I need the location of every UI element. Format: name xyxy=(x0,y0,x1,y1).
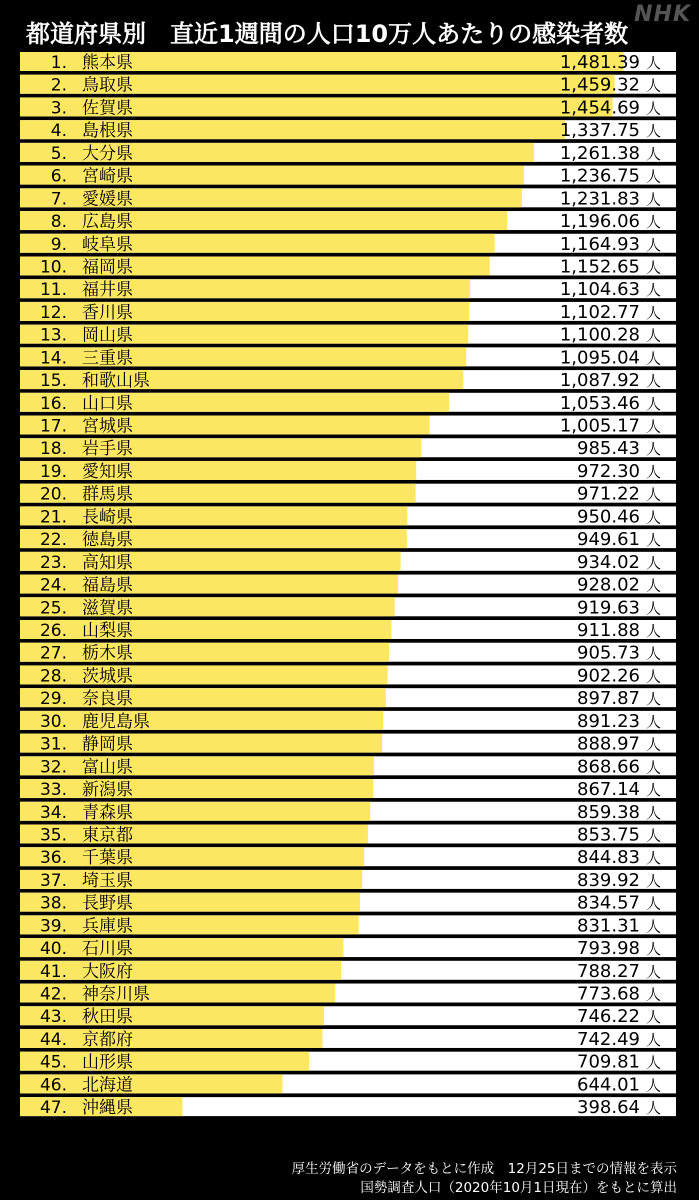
value-label: 902.26 xyxy=(577,665,640,687)
value-label: 1,152.65 xyxy=(559,256,640,278)
value-label: 839.92 xyxy=(577,869,640,891)
unit-label: 人 xyxy=(646,440,662,459)
unit-label: 人 xyxy=(646,690,662,709)
prefecture-label: 群馬県 xyxy=(82,484,133,505)
bar xyxy=(20,665,388,687)
bar-row xyxy=(20,52,676,73)
rank-label: 31. xyxy=(39,734,67,755)
value-label: 793.98 xyxy=(577,938,640,960)
bar-row xyxy=(20,506,676,527)
unit-label: 人 xyxy=(646,917,662,936)
value-label: 868.66 xyxy=(577,756,640,778)
rank-label: 10. xyxy=(39,257,67,278)
rank-label: 26. xyxy=(39,621,67,641)
unit-label: 人 xyxy=(646,1076,662,1095)
value-label: 1,236.75 xyxy=(559,165,640,187)
rank-label: 18. xyxy=(39,439,67,460)
bar-row xyxy=(20,961,676,982)
rank-label: 24. xyxy=(39,575,67,596)
rank-label: 20. xyxy=(39,484,67,505)
value-label: 928.02 xyxy=(577,574,640,596)
bar-row xyxy=(20,870,676,891)
unit-label: 人 xyxy=(646,349,662,368)
bar xyxy=(20,688,386,710)
prefecture-label: 秋田県 xyxy=(82,1007,133,1028)
prefecture-label: 大阪府 xyxy=(82,961,133,982)
bar-row xyxy=(20,824,676,845)
unit-label: 人 xyxy=(646,417,662,436)
prefecture-label: 熊本県 xyxy=(82,53,133,73)
prefecture-label: 神奈川県 xyxy=(82,984,150,1005)
prefecture-label: 山口県 xyxy=(82,393,133,414)
prefecture-label: 佐賀県 xyxy=(82,98,133,119)
rank-label: 27. xyxy=(39,643,67,664)
prefecture-label: 島根県 xyxy=(82,121,133,142)
prefecture-label: 千葉県 xyxy=(82,848,133,869)
value-label: 1,095.04 xyxy=(559,347,640,369)
bar xyxy=(20,438,422,460)
bar xyxy=(20,779,373,801)
prefecture-label: 広島県 xyxy=(82,212,133,233)
bar xyxy=(20,802,370,821)
bar-row xyxy=(20,211,676,232)
value-label: 919.63 xyxy=(577,597,640,619)
prefecture-label: 香川県 xyxy=(82,302,133,323)
rank-label: 5. xyxy=(50,143,67,164)
bar-row xyxy=(20,416,676,437)
prefecture-label: 大分県 xyxy=(82,143,133,164)
bar-row xyxy=(20,597,676,618)
unit-label: 人 xyxy=(646,531,662,550)
bar-row xyxy=(20,552,676,573)
prefecture-label: 静岡県 xyxy=(82,734,133,755)
value-label: 853.75 xyxy=(577,824,640,846)
value-label: 950.46 xyxy=(577,506,640,528)
rank-label: 12. xyxy=(39,302,67,323)
prefecture-label: 長野県 xyxy=(82,893,133,914)
unit-label: 人 xyxy=(646,76,662,95)
value-label: 746.22 xyxy=(577,1006,640,1028)
bar-row xyxy=(20,529,676,550)
bar-row xyxy=(20,734,676,755)
rank-label: 23. xyxy=(39,552,67,573)
unit-label: 人 xyxy=(646,303,662,322)
bar-row xyxy=(20,643,676,664)
bar-row xyxy=(20,1097,676,1118)
rank-label: 8. xyxy=(50,212,67,233)
rank-label: 32. xyxy=(39,757,67,778)
rank-label: 30. xyxy=(39,711,67,732)
prefecture-label: 岩手県 xyxy=(82,439,133,460)
bar xyxy=(20,575,398,594)
rank-label: 11. xyxy=(39,280,67,301)
prefecture-label: 京都府 xyxy=(82,1029,133,1050)
rank-label: 3. xyxy=(50,98,67,119)
unit-label: 人 xyxy=(646,1008,662,1027)
value-label: 934.02 xyxy=(577,551,640,573)
unit-label: 人 xyxy=(646,326,662,345)
unit-label: 人 xyxy=(646,281,662,300)
rank-label: 36. xyxy=(39,848,67,869)
unit-label: 人 xyxy=(646,235,662,254)
rank-label: 21. xyxy=(39,507,67,528)
prefecture-label: 奈良県 xyxy=(82,689,133,710)
unit-label: 人 xyxy=(646,735,662,754)
bar-row xyxy=(20,97,676,118)
bar xyxy=(20,870,362,889)
bar xyxy=(20,915,359,937)
rank-label: 6. xyxy=(50,166,67,187)
prefecture-label: 岐阜県 xyxy=(82,234,133,255)
bar-row xyxy=(20,620,676,641)
value-label: 1,454.69 xyxy=(559,97,640,119)
value-label: 1,481.39 xyxy=(559,52,640,73)
prefecture-label: 東京都 xyxy=(82,825,133,846)
unit-label: 人 xyxy=(646,372,662,391)
unit-label: 人 xyxy=(646,667,662,686)
value-label: 985.43 xyxy=(577,438,640,460)
unit-label: 人 xyxy=(646,122,662,141)
value-label: 867.14 xyxy=(577,779,640,801)
value-label: 398.64 xyxy=(577,1097,640,1119)
bar-row xyxy=(20,302,676,323)
value-label: 1,053.46 xyxy=(559,392,640,414)
rank-label: 22. xyxy=(39,530,67,551)
rank-label: 19. xyxy=(39,461,67,482)
rank-label: 41. xyxy=(39,961,67,982)
rank-label: 40. xyxy=(39,939,67,960)
prefecture-label: 鳥取県 xyxy=(82,75,133,96)
value-label: 971.22 xyxy=(577,483,640,505)
value-label: 773.68 xyxy=(577,983,640,1005)
value-label: 905.73 xyxy=(577,642,640,664)
value-label: 949.61 xyxy=(577,529,640,551)
unit-label: 人 xyxy=(646,940,662,959)
prefecture-label: 北海道 xyxy=(82,1075,133,1096)
prefecture-label: 岡山県 xyxy=(82,325,133,346)
value-label: 888.97 xyxy=(577,733,640,755)
bar xyxy=(20,756,374,778)
bar-row xyxy=(20,461,676,482)
value-label: 1,164.93 xyxy=(559,233,640,255)
value-label: 644.01 xyxy=(577,1074,640,1096)
bar-row xyxy=(20,711,676,732)
unit-label: 人 xyxy=(646,258,662,277)
unit-label: 人 xyxy=(646,644,662,663)
value-label: 1,337.75 xyxy=(559,120,640,142)
value-label: 1,102.77 xyxy=(559,301,640,323)
rank-label: 13. xyxy=(39,325,67,346)
bar xyxy=(20,847,364,869)
unit-label: 人 xyxy=(646,54,662,72)
rank-label: 15. xyxy=(39,371,67,392)
rank-label: 16. xyxy=(39,393,67,414)
rank-label: 2. xyxy=(50,75,67,96)
value-label: 1,005.17 xyxy=(559,415,640,437)
bar xyxy=(20,597,395,619)
bar-row xyxy=(20,1052,676,1073)
bar-row xyxy=(20,279,676,300)
bar xyxy=(20,643,389,662)
value-label: 844.83 xyxy=(577,847,640,869)
value-label: 1,196.06 xyxy=(559,211,640,233)
unit-label: 人 xyxy=(646,781,662,800)
bar-row xyxy=(20,575,676,596)
value-label: 859.38 xyxy=(577,801,640,823)
value-label: 831.31 xyxy=(577,915,640,937)
bar xyxy=(20,893,360,912)
bar xyxy=(20,620,392,639)
bar-row xyxy=(20,915,676,936)
unit-label: 人 xyxy=(646,99,662,118)
value-label: 1,459.32 xyxy=(559,74,640,96)
rank-label: 7. xyxy=(50,189,67,210)
prefecture-label: 栃木県 xyxy=(82,643,133,664)
prefecture-label: 宮城県 xyxy=(82,416,133,437)
unit-label: 人 xyxy=(646,485,662,504)
rank-label: 44. xyxy=(39,1029,67,1050)
unit-label: 人 xyxy=(646,758,662,777)
bar-row xyxy=(20,393,676,414)
rank-label: 45. xyxy=(39,1052,67,1073)
rank-label: 34. xyxy=(39,802,67,823)
prefecture-label: 兵庫県 xyxy=(82,916,133,937)
bar-row xyxy=(20,756,676,777)
bar-row xyxy=(20,370,676,391)
bar xyxy=(20,711,383,730)
unit-label: 人 xyxy=(646,144,662,163)
prefecture-label: 三重県 xyxy=(82,348,133,369)
bar-row xyxy=(20,120,676,141)
bar-row xyxy=(20,484,676,505)
unit-label: 人 xyxy=(646,599,662,618)
value-label: 1,231.83 xyxy=(559,188,640,210)
prefecture-label: 沖縄県 xyxy=(82,1098,133,1119)
bar-row xyxy=(20,234,676,255)
value-label: 897.87 xyxy=(577,688,640,710)
footnote-source: 厚生労働省のデータをもとに作成 12月25日までの情報を表示 xyxy=(291,1161,677,1177)
bar xyxy=(20,938,344,960)
unit-label: 人 xyxy=(646,871,662,890)
footnote-population: 国勢調査人口（2020年10月1日現在）をもとに算出 xyxy=(360,1180,677,1196)
rank-label: 33. xyxy=(39,780,67,801)
prefecture-label: 鹿児島県 xyxy=(82,711,150,732)
rank-label: 43. xyxy=(39,1007,67,1028)
unit-label: 人 xyxy=(646,167,662,186)
value-label: 1,100.28 xyxy=(559,324,640,346)
bar-row xyxy=(20,688,676,709)
unit-label: 人 xyxy=(646,712,662,731)
bar xyxy=(20,984,335,1003)
bar-row xyxy=(20,256,676,277)
prefecture-label: 石川県 xyxy=(82,939,133,960)
prefecture-label: 和歌山県 xyxy=(82,371,150,392)
rank-label: 37. xyxy=(39,870,67,891)
prefecture-label: 福井県 xyxy=(82,280,133,301)
rank-label: 42. xyxy=(39,984,67,1005)
prefecture-label: 茨城県 xyxy=(82,666,133,687)
rank-label: 35. xyxy=(39,825,67,846)
unit-label: 人 xyxy=(646,985,662,1004)
prefecture-label: 福島県 xyxy=(82,575,133,596)
value-label: 742.49 xyxy=(577,1028,640,1050)
value-label: 1,261.38 xyxy=(559,142,640,164)
bar xyxy=(20,552,401,571)
prefecture-label: 埼玉県 xyxy=(82,870,133,891)
rank-label: 14. xyxy=(39,348,67,369)
value-label: 1,087.92 xyxy=(559,370,640,392)
unit-label: 人 xyxy=(646,622,662,640)
prefecture-label: 愛媛県 xyxy=(82,189,133,210)
bar xyxy=(20,529,407,551)
prefecture-label: 高知県 xyxy=(82,552,133,573)
value-label: 834.57 xyxy=(577,892,640,914)
value-label: 709.81 xyxy=(577,1051,640,1073)
bar-row xyxy=(20,1006,676,1027)
rank-label: 4. xyxy=(50,121,67,142)
unit-label: 人 xyxy=(646,1099,662,1118)
value-label: 788.27 xyxy=(577,960,640,982)
rank-label: 46. xyxy=(39,1075,67,1096)
unit-label: 人 xyxy=(646,190,662,209)
chart-title: 都道府県別 直近1週間の人口10万人あたりの感染者数 xyxy=(26,20,629,48)
bar xyxy=(20,506,407,528)
prefecture-label: 愛知県 xyxy=(82,461,133,482)
bar-row xyxy=(20,847,676,868)
rank-label: 9. xyxy=(50,234,67,255)
rank-label: 1. xyxy=(50,53,67,73)
prefecture-label: 宮崎県 xyxy=(82,166,133,187)
prefecture-label: 富山県 xyxy=(82,757,133,778)
rank-label: 25. xyxy=(39,598,67,619)
bar-row xyxy=(20,893,676,914)
unit-label: 人 xyxy=(646,394,662,413)
value-label: 911.88 xyxy=(577,620,640,641)
value-label: 972.30 xyxy=(577,460,640,482)
unit-label: 人 xyxy=(646,803,662,822)
bar-row xyxy=(20,438,676,459)
bar-row xyxy=(20,188,676,209)
bar-row xyxy=(20,779,676,800)
unit-label: 人 xyxy=(646,849,662,868)
unit-label: 人 xyxy=(646,826,662,845)
bar-row xyxy=(20,347,676,368)
rank-label: 47. xyxy=(39,1098,67,1119)
bar xyxy=(20,961,341,980)
value-label: 1,104.63 xyxy=(559,279,640,301)
prefecture-label: 新潟県 xyxy=(82,780,133,801)
rank-label: 38. xyxy=(39,893,67,914)
unit-label: 人 xyxy=(646,1030,662,1049)
bar-row xyxy=(20,166,676,187)
bar-row xyxy=(20,802,676,823)
bar-row xyxy=(20,665,676,686)
bar-row xyxy=(20,938,676,959)
bar-row xyxy=(20,1029,676,1050)
bar-row xyxy=(20,1074,676,1095)
rank-label: 17. xyxy=(39,416,67,437)
unit-label: 人 xyxy=(646,213,662,232)
prefecture-label: 滋賀県 xyxy=(82,598,133,619)
value-label: 891.23 xyxy=(577,710,640,732)
nhk-logo: NHK xyxy=(634,2,691,27)
prefecture-label: 山形県 xyxy=(82,1052,133,1073)
unit-label: 人 xyxy=(646,462,662,481)
unit-label: 人 xyxy=(646,576,662,595)
unit-label: 人 xyxy=(646,508,662,527)
prefecture-label: 山梨県 xyxy=(82,621,133,641)
prefecture-label: 福岡県 xyxy=(82,257,133,278)
unit-label: 人 xyxy=(646,962,662,981)
bar xyxy=(20,461,416,480)
unit-label: 人 xyxy=(646,553,662,572)
bar xyxy=(20,484,416,503)
unit-label: 人 xyxy=(646,894,662,913)
bar-row xyxy=(20,143,676,164)
rank-label: 29. xyxy=(39,689,67,710)
bar-row xyxy=(20,325,676,346)
prefecture-label: 徳島県 xyxy=(82,530,133,551)
bar-row xyxy=(20,984,676,1005)
bar xyxy=(20,824,368,846)
rank-label: 28. xyxy=(39,666,67,687)
prefecture-label: 長崎県 xyxy=(82,507,133,528)
prefecture-label: 青森県 xyxy=(82,802,133,823)
bar-row xyxy=(20,75,676,96)
rank-label: 39. xyxy=(39,916,67,937)
unit-label: 人 xyxy=(646,1053,662,1072)
bar xyxy=(20,734,382,753)
